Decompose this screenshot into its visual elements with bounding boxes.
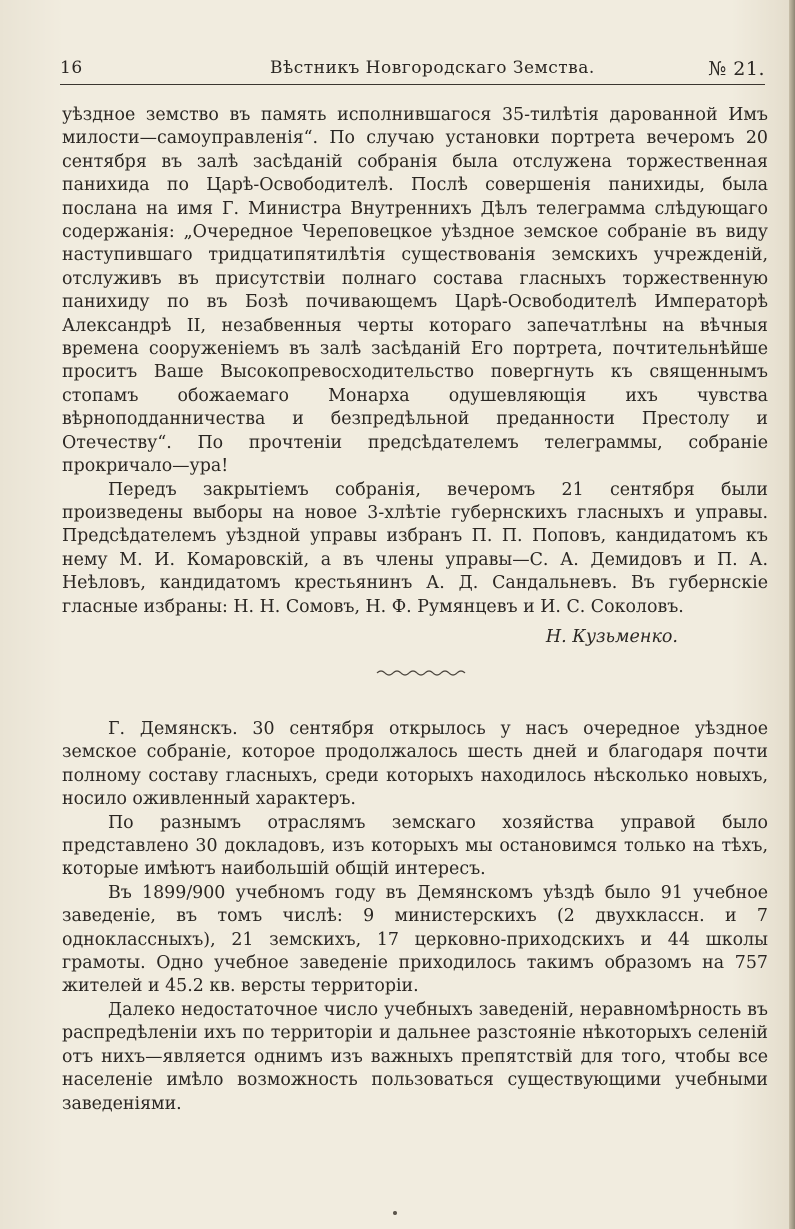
paragraph	[62, 718, 768, 812]
paragraph: уѣздное земство въ память исполнившагося 35-тилѣтія дарованной Имъ милости—самоуправленія“. По случаю установки портрета вечеромъ 20 сентября въ залѣ засѣданій собранія была отслужена торжественная панихида по Царѣ-Освободителѣ. Послѣ совершенія панихиды, была послана на имя Г. Министра Внутреннихъ Дѣлъ телеграмма слѣдующаго содержанія: „Очередное Череповецкое уѣздное земское собраніе въ виду наступившаго тридцатипятилѣтія существованія земскихъ учрежденій, отслуживъ въ присутствіи полнаго состава гласныхъ торжественную панихиду по въ Бозѣ почивающемъ Царѣ-Освободителѣ Императорѣ Александрѣ II, незабвенныя черты котораго запечатлѣны на вѣчныя времена сооруженіемъ въ залѣ засѣданій Его портрета, почтительнѣйше проситъ Ваше Высокопревосходительство повергнуть къ священнымъ стопамъ обожаемаго Монарха одушевляющія ихъ чувства вѣрноподданничества и безпредѣльной преданности Престолу и Отечеству“. По прочтеніи предсѣдателемъ телеграммы, собраніе прокричало—ура!	[62, 105, 768, 477]
paragraph: По разнымъ отраслямъ земскаго хозяйства управой было представлено 30 докладовъ, изъ которыхъ мы остановимся только на тѣхъ, которые имѣютъ наибольшій общій интересъ.	[62, 812, 768, 880]
paragraph: Далеко недостаточное число учебныхъ заведеній, неравномѣрность въ распредѣленіи ихъ по территоріи и дальнее разстояніе нѣкоторыхъ селеній отъ нихъ—является однимъ изъ важныхъ препятствій для того, чтобы все населеніе имѣло возможность пользоваться существующими учебными заведеніями.	[62, 999, 768, 1114]
journal-title: Вѣстникъ Новгородскаго Земства.	[270, 58, 595, 78]
section-separator-ornament	[375, 668, 471, 678]
article-cherepovets	[62, 104, 768, 619]
paragraph: Въ 1899/900 учебномъ году въ Демянскомъ уѣздѣ было 91 учебное заведеніе, въ томъ числѣ: 9 министерскихъ (2 двухклассн. и 7 одноклассныхъ), 21 земскихъ, 17 церковно-приходскихъ и 44 школы грамоты. Одно учебное заведеніе приходилось такимъ образомъ на 757 жителей и 45.2 кв. версты территоріи.	[62, 882, 768, 997]
page-header	[60, 56, 765, 86]
dateline-place: Г. Демянскъ.	[108, 719, 238, 739]
author-signature: Н. Кузьменко.	[545, 627, 678, 647]
header-rule	[60, 84, 765, 85]
page-edge	[789, 0, 795, 1229]
printer-mark	[393, 1211, 397, 1215]
paragraph-text: 30 сентября открылось у насъ очередное уѣздное земское собраніе, которое продолжалось шесть дней и благодаря почти полному составу гласныхъ, среди которыхъ находилось нѣсколько новыхъ, носило оживленный характеръ.	[62, 719, 768, 810]
article-demyansk	[62, 718, 768, 1116]
page-number: 16	[60, 58, 83, 78]
issue-number: № 21.	[708, 58, 765, 80]
paragraph: Передъ закрытіемъ собранія, вечеромъ 21 сентября были произведены выборы на новое 3-хлѣтіе губернскихъ гласныхъ и управы. Предсѣдателемъ уѣздной управы избранъ П. П. Поповъ, кандидатомъ къ нему М. И. Комаровскій, а въ члены управы—С. А. Демидовъ и П. А. Неѣловъ, кандидатомъ крестьянинъ А. Д. Сандальневъ. Въ губернскіе гласные избраны: Н. Н. Сомовъ, Н. Ф. Румянцевъ и И. С. Соколовъ.	[62, 479, 768, 617]
